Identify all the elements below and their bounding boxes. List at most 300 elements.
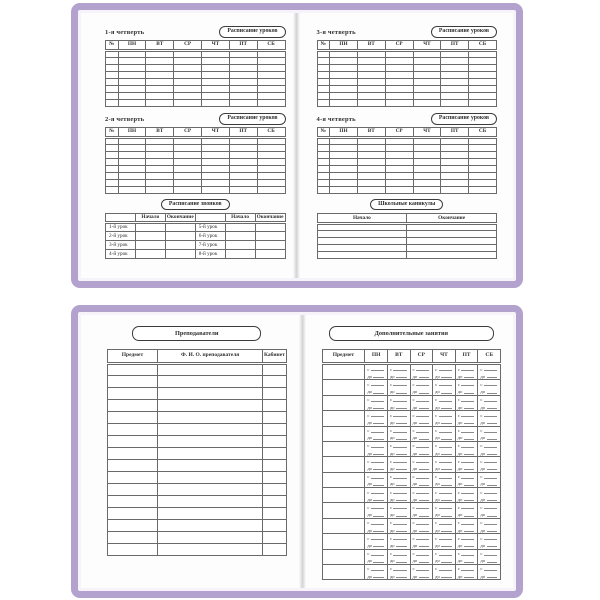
time-cell xyxy=(478,518,501,533)
from-time-line xyxy=(388,365,410,372)
blank-cell xyxy=(146,65,174,72)
blank-cell xyxy=(157,436,262,448)
blank-schedule-row xyxy=(106,79,286,86)
from-time-line xyxy=(456,488,478,495)
blank-line xyxy=(487,423,497,424)
time-cell xyxy=(455,518,478,533)
from-label: с xyxy=(480,474,483,480)
to-time-line xyxy=(456,480,478,487)
to-label: до xyxy=(480,404,486,410)
blank-line xyxy=(461,570,474,571)
from-label: с xyxy=(412,381,415,387)
blank-cell xyxy=(157,460,262,472)
time-cell xyxy=(387,488,410,503)
from-time-line xyxy=(411,550,433,557)
blank-cell xyxy=(330,58,358,65)
time-cell xyxy=(410,411,433,426)
blank-line xyxy=(396,485,406,486)
time-cell xyxy=(387,380,410,395)
to-time-line xyxy=(478,418,500,425)
time-cell xyxy=(365,441,388,456)
blank-cell xyxy=(118,79,146,86)
blank-teacher-row xyxy=(108,532,287,544)
blank-cell xyxy=(174,159,202,166)
blank-line xyxy=(393,478,406,479)
from-label: с xyxy=(457,443,460,449)
time-cell xyxy=(433,549,456,564)
to-time-line xyxy=(433,464,455,471)
blank-line xyxy=(393,401,406,402)
blank-holiday-row xyxy=(317,238,497,245)
blank-cell xyxy=(225,250,255,259)
page-quarters-3-4 xyxy=(300,13,514,278)
to-label: до xyxy=(480,419,486,425)
to-label: до xyxy=(389,573,395,579)
blank-cell xyxy=(263,544,286,556)
blank-cell xyxy=(317,187,330,194)
to-label: до xyxy=(389,373,395,379)
time-cell xyxy=(410,380,433,395)
blank-line xyxy=(396,546,406,547)
to-time-line xyxy=(456,541,478,548)
to-label: до xyxy=(412,573,418,579)
from-label: с xyxy=(389,412,392,418)
day-header: ПН xyxy=(330,128,358,138)
time-cell xyxy=(478,395,501,410)
from-time-line xyxy=(433,411,455,418)
blank-cell xyxy=(202,72,230,79)
to-time-line xyxy=(478,388,500,395)
blank-teacher-row xyxy=(108,472,287,484)
day-header: ПТ xyxy=(229,41,257,51)
to-time-line xyxy=(478,449,500,456)
blank-line xyxy=(419,393,429,394)
time-cell xyxy=(433,503,456,518)
blank-cell xyxy=(108,412,158,424)
from-label: с xyxy=(435,428,438,434)
blank-cell xyxy=(413,152,441,159)
blank-cell xyxy=(357,79,385,86)
to-label: до xyxy=(457,496,463,502)
blank-cell xyxy=(257,152,285,159)
blank-line xyxy=(439,539,452,540)
blank-line xyxy=(396,408,406,409)
blank-cell xyxy=(225,241,255,250)
from-time-line xyxy=(433,396,455,403)
day-header: ПН xyxy=(330,41,358,51)
blank-subject-cell xyxy=(322,503,365,518)
blank-cell xyxy=(257,187,285,194)
blank-line xyxy=(441,577,451,578)
to-time-line xyxy=(411,372,433,379)
from-label: с xyxy=(412,458,415,464)
time-cell xyxy=(478,534,501,549)
from-label: с xyxy=(389,474,392,480)
blank-cell xyxy=(385,166,413,173)
blank-line xyxy=(393,493,406,494)
blank-cell xyxy=(255,223,285,232)
blank-cell xyxy=(441,145,469,152)
blank-cell xyxy=(469,145,497,152)
from-label: с xyxy=(435,535,438,541)
time-cell xyxy=(455,395,478,410)
to-time-line xyxy=(433,541,455,548)
blank-cell xyxy=(146,187,174,194)
to-label: до xyxy=(389,542,395,548)
blank-subject-cell xyxy=(322,411,365,426)
blank-cell xyxy=(229,100,257,107)
to-label: до xyxy=(435,558,440,564)
to-time-line xyxy=(388,541,410,548)
blank-cell xyxy=(106,145,119,152)
from-label: с xyxy=(435,381,438,387)
blank-cell xyxy=(317,252,407,259)
blank-cell xyxy=(317,145,330,152)
blank-cell xyxy=(441,79,469,86)
blank-line xyxy=(487,454,497,455)
from-time-line xyxy=(433,550,455,557)
blank-cell xyxy=(257,65,285,72)
blank-cell xyxy=(174,100,202,107)
blank-cell xyxy=(413,187,441,194)
to-time-line xyxy=(456,495,478,502)
blank-cell xyxy=(413,58,441,65)
to-label: до xyxy=(457,389,463,395)
from-label: с xyxy=(367,489,370,495)
from-time-line xyxy=(433,457,455,464)
time-cell xyxy=(410,518,433,533)
page-quarters-1-2 xyxy=(81,13,293,278)
blank-line xyxy=(464,546,474,547)
blank-cell xyxy=(165,232,195,241)
blank-cell xyxy=(317,180,330,187)
from-label: с xyxy=(457,551,460,557)
time-cell xyxy=(365,395,388,410)
to-time-line xyxy=(411,403,433,410)
blank-cell xyxy=(413,173,441,180)
from-label: с xyxy=(480,520,483,526)
extra-class-row xyxy=(322,441,501,456)
time-cell xyxy=(455,426,478,441)
from-time-line xyxy=(411,473,433,480)
bells-table xyxy=(105,213,286,259)
to-label: до xyxy=(412,373,418,379)
to-label: до xyxy=(480,373,486,379)
from-label: с xyxy=(367,535,370,541)
from-label: с xyxy=(367,443,370,449)
extra-class-row xyxy=(322,457,501,472)
blank-line xyxy=(441,516,451,517)
time-cell xyxy=(387,411,410,426)
from-label: с xyxy=(412,520,415,526)
to-label: до xyxy=(367,542,372,548)
from-label: с xyxy=(367,366,370,372)
to-label: до xyxy=(389,389,395,395)
blank-cell xyxy=(157,472,262,484)
to-time-line xyxy=(456,418,478,425)
blank-cell xyxy=(317,224,407,231)
from-time-line xyxy=(433,565,455,572)
time-cell xyxy=(478,364,501,380)
to-time-line xyxy=(365,572,387,579)
blank-cell xyxy=(108,388,158,400)
blank-line xyxy=(371,432,384,433)
blank-cell xyxy=(118,65,146,72)
time-cell xyxy=(455,488,478,503)
to-time-line xyxy=(365,403,387,410)
day-header: № xyxy=(106,128,119,138)
blank-cell xyxy=(108,436,158,448)
blank-cell xyxy=(229,86,257,93)
blank-cell xyxy=(157,400,262,412)
from-time-line xyxy=(411,534,433,541)
time-cell xyxy=(387,472,410,487)
blank-cell xyxy=(118,138,146,145)
from-label: с xyxy=(367,381,370,387)
to-time-line xyxy=(365,434,387,441)
to-label: до xyxy=(435,404,440,410)
time-cell xyxy=(433,395,456,410)
blank-line xyxy=(439,370,452,371)
blank-cell xyxy=(174,152,202,159)
blank-line xyxy=(371,401,384,402)
from-label: с xyxy=(480,535,483,541)
from-label: с xyxy=(389,397,392,403)
blank-cell xyxy=(263,532,286,544)
blank-line xyxy=(461,508,474,509)
page-teachers xyxy=(81,315,299,588)
time-column-header: Начало xyxy=(317,214,407,224)
subject-header: Предмет xyxy=(322,350,365,364)
blank-line xyxy=(371,478,384,479)
quarter-3-label: 3-я четверть xyxy=(316,28,356,36)
time-column-header: Окончание xyxy=(255,214,285,223)
to-label: до xyxy=(435,527,440,533)
time-cell xyxy=(455,549,478,564)
to-label: до xyxy=(367,527,372,533)
blank-cell xyxy=(317,166,330,173)
page-extra-classes xyxy=(306,315,514,588)
blank-cell xyxy=(413,65,441,72)
to-time-line xyxy=(388,572,410,579)
blank-cell xyxy=(330,100,358,107)
blank-cell xyxy=(157,376,262,388)
blank-cell xyxy=(469,93,497,100)
blank-cell xyxy=(469,152,497,159)
day-header: № xyxy=(106,41,119,51)
time-cell xyxy=(387,395,410,410)
blank-line xyxy=(464,531,474,532)
to-time-line xyxy=(478,572,500,579)
blank-line xyxy=(487,393,497,394)
from-label: с xyxy=(412,474,415,480)
bells-row xyxy=(106,232,286,241)
to-time-line xyxy=(478,434,500,441)
blank-cell xyxy=(385,138,413,145)
blank-cell xyxy=(229,187,257,194)
time-cell xyxy=(387,503,410,518)
to-time-line xyxy=(456,372,478,379)
from-label: с xyxy=(435,504,438,510)
blank-cell xyxy=(441,72,469,79)
to-label: до xyxy=(367,558,372,564)
to-label: до xyxy=(389,404,395,410)
blank-line xyxy=(373,439,383,440)
blank-line xyxy=(416,570,429,571)
blank-line xyxy=(371,570,384,571)
blank-line xyxy=(371,416,384,417)
blank-cell xyxy=(118,93,146,100)
blank-schedule-row xyxy=(106,65,286,72)
time-cell xyxy=(410,549,433,564)
time-cell xyxy=(478,380,501,395)
time-cell xyxy=(410,457,433,472)
from-time-line xyxy=(365,488,387,495)
blank-cell xyxy=(108,448,158,460)
blank-cell xyxy=(257,166,285,173)
blank-cell xyxy=(263,496,286,508)
to-time-line xyxy=(456,434,478,441)
blank-teacher-row xyxy=(108,544,287,556)
to-label: до xyxy=(367,496,372,502)
blank-line xyxy=(484,370,497,371)
blank-teacher-row xyxy=(108,460,287,472)
from-label: с xyxy=(480,504,483,510)
from-time-line xyxy=(388,519,410,526)
blank-line xyxy=(487,500,497,501)
blank-line xyxy=(461,385,474,386)
blank-cell xyxy=(174,86,202,93)
blank-cell xyxy=(229,159,257,166)
blank-cell xyxy=(385,58,413,65)
blank-cell xyxy=(413,86,441,93)
from-time-line xyxy=(478,550,500,557)
time-cell xyxy=(478,457,501,472)
day-header: ЧТ xyxy=(413,128,441,138)
blank-line xyxy=(439,462,452,463)
blank-cell xyxy=(174,138,202,145)
time-cell xyxy=(455,472,478,487)
blank-line xyxy=(464,469,474,470)
from-time-line xyxy=(456,380,478,387)
blank-line xyxy=(416,555,429,556)
empty-header xyxy=(195,214,225,223)
blank-schedule-row xyxy=(106,58,286,65)
blank-cell xyxy=(118,187,146,194)
blank-cell xyxy=(257,58,285,65)
blank-line xyxy=(393,416,406,417)
from-time-line xyxy=(478,473,500,480)
blank-cell xyxy=(330,152,358,159)
from-time-line xyxy=(478,411,500,418)
to-label: до xyxy=(412,419,418,425)
blank-subject-cell xyxy=(322,488,365,503)
blank-subject-cell xyxy=(322,380,365,395)
blank-line xyxy=(393,370,406,371)
blank-cell xyxy=(385,173,413,180)
empty-header xyxy=(106,214,136,223)
lesson-label: 4-й урок xyxy=(106,250,136,259)
blank-line xyxy=(461,478,474,479)
blank-line xyxy=(373,500,383,501)
blank-cell xyxy=(146,72,174,79)
blank-cell xyxy=(441,100,469,107)
blank-cell xyxy=(357,51,385,58)
blank-cell xyxy=(106,51,119,58)
blank-cell xyxy=(255,250,285,259)
blank-schedule-row xyxy=(106,159,286,166)
blank-teacher-row xyxy=(108,508,287,520)
blank-line xyxy=(484,462,497,463)
from-label: с xyxy=(412,397,415,403)
from-label: с xyxy=(435,551,438,557)
bells-row xyxy=(106,223,286,232)
time-cell xyxy=(433,380,456,395)
page-fold xyxy=(293,13,300,278)
extra-class-row xyxy=(322,564,501,579)
blank-cell xyxy=(469,173,497,180)
from-time-line xyxy=(411,519,433,526)
blank-cell xyxy=(413,166,441,173)
time-cell xyxy=(365,472,388,487)
extra-class-row xyxy=(322,426,501,441)
blank-cell xyxy=(157,424,262,436)
from-time-line xyxy=(456,473,478,480)
to-time-line xyxy=(478,541,500,548)
from-time-line xyxy=(388,503,410,510)
time-cell xyxy=(410,564,433,579)
blank-line xyxy=(371,385,384,386)
from-time-line xyxy=(365,427,387,434)
blank-cell xyxy=(135,232,165,241)
blank-cell xyxy=(330,79,358,86)
time-cell xyxy=(410,472,433,487)
blank-schedule-row xyxy=(106,72,286,79)
blank-cell xyxy=(202,166,230,173)
lesson-label: 5-й урок xyxy=(195,223,225,232)
blank-cell xyxy=(174,187,202,194)
blank-cell xyxy=(106,72,119,79)
blank-cell xyxy=(174,79,202,86)
blank-cell xyxy=(441,58,469,65)
blank-cell xyxy=(441,187,469,194)
blank-cell xyxy=(174,180,202,187)
from-time-line xyxy=(411,411,433,418)
blank-cell xyxy=(118,180,146,187)
to-label: до xyxy=(457,373,463,379)
blank-cell xyxy=(469,138,497,145)
blank-cell xyxy=(385,72,413,79)
blank-line xyxy=(439,508,452,509)
teachers-column-header: Кабинет xyxy=(263,350,286,364)
from-label: с xyxy=(389,566,392,572)
blank-cell xyxy=(118,58,146,65)
blank-cell xyxy=(157,484,262,496)
to-label: до xyxy=(480,466,486,472)
blank-cell xyxy=(407,252,497,259)
lesson-label: 7-й урок xyxy=(195,241,225,250)
from-label: с xyxy=(412,566,415,572)
from-label: с xyxy=(389,458,392,464)
time-cell xyxy=(410,534,433,549)
from-label: с xyxy=(367,566,370,572)
blank-line xyxy=(396,393,406,394)
to-time-line xyxy=(433,388,455,395)
from-label: с xyxy=(367,551,370,557)
blank-cell xyxy=(469,51,497,58)
blank-holiday-row xyxy=(317,245,497,252)
blank-cell xyxy=(174,166,202,173)
